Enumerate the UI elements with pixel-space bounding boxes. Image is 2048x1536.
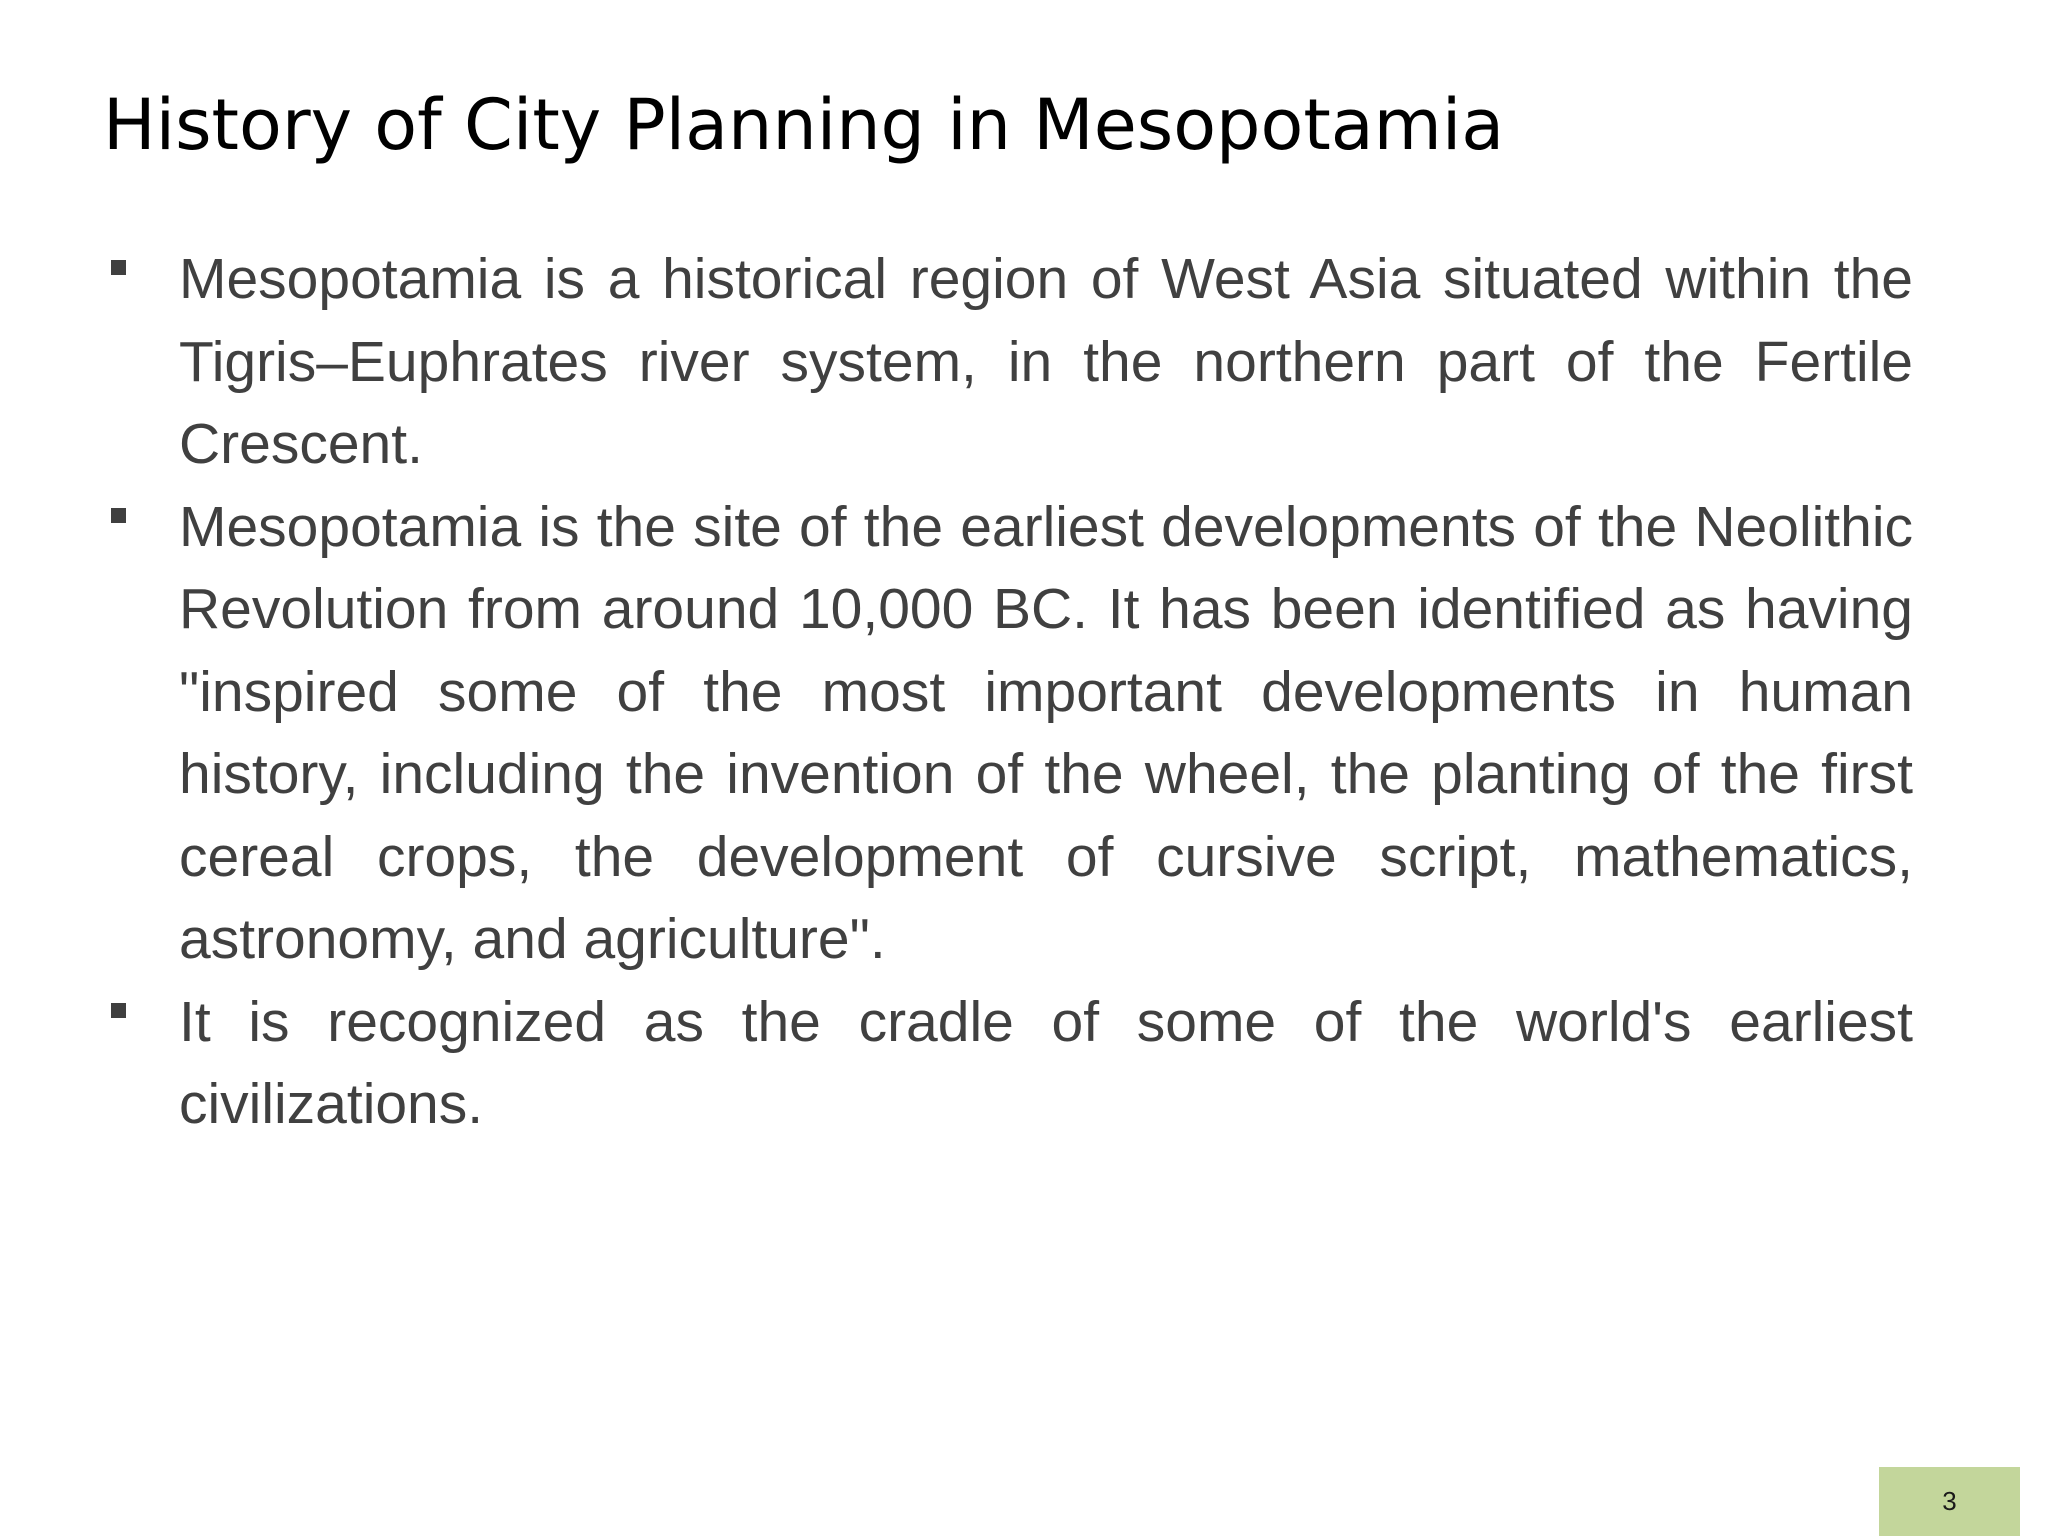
square-bullet-icon [111, 1003, 126, 1018]
bullet-item [103, 981, 1913, 1146]
bullet-text: Mesopotamia is the site of the earliest developments of the Neolithic Revolution from around 10,000 BC. It has been identified as having "inspired some of the most important developments in human history, including the invention of the wheel, the planting of the first cereal crops, the development of cursive script, mathematics, astronomy, and agriculture". [179, 494, 1913, 971]
page-number-box [1879, 1467, 2020, 1536]
slide-title: History of City Planning in Mesopotamia [103, 84, 1505, 166]
bullet-item [103, 486, 1913, 981]
bullet-list [103, 238, 1913, 1146]
square-bullet-icon [111, 260, 126, 275]
square-bullet-icon [111, 508, 126, 523]
bullet-text: It is recognized as the cradle of some of the world's earliest civilizations. [179, 989, 1913, 1136]
page-number: 3 [1942, 1486, 1957, 1516]
bullet-item [103, 238, 1913, 486]
bullet-text: Mesopotamia is a historical region of West Asia situated within the Tigris–Euphrates river system, in the northern part of the Fertile Crescent. [179, 247, 1913, 476]
